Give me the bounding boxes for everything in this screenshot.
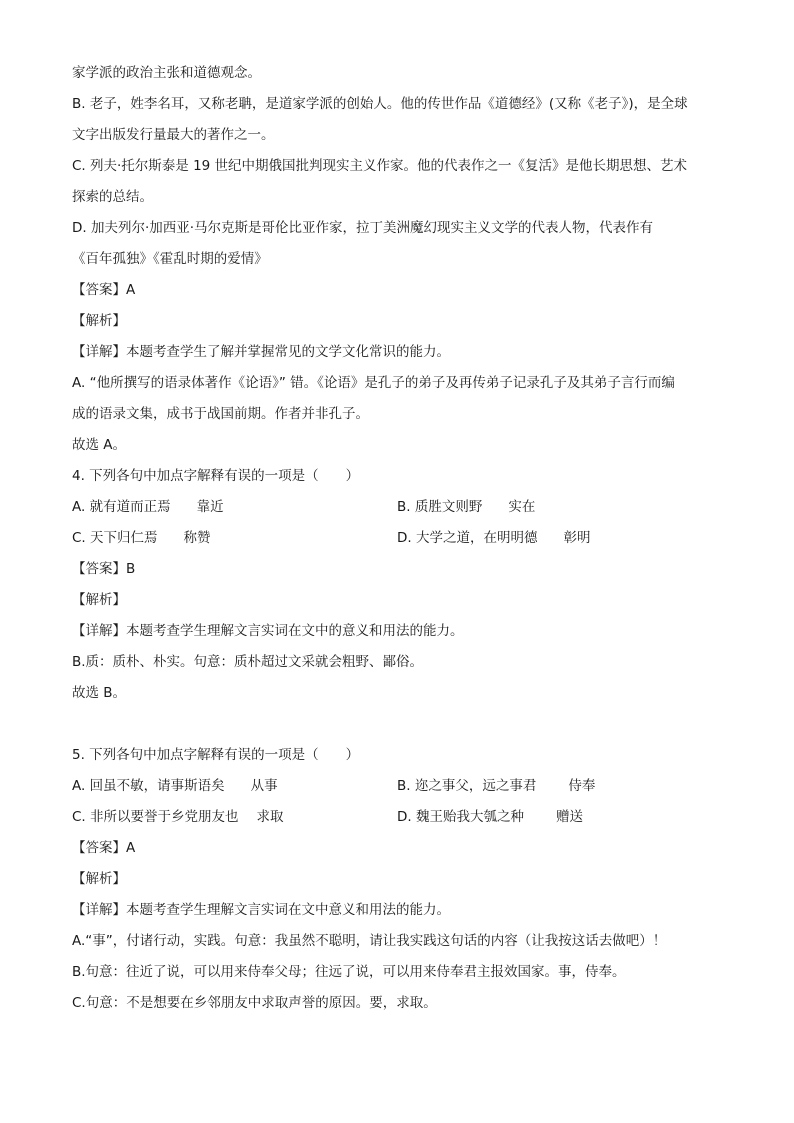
q5-option-a-meaning: 从事 xyxy=(250,778,278,794)
q3-detail-line: 成的语录文集，成书于战国前期。作者并非孔子。 xyxy=(72,406,369,422)
q4-option-a xyxy=(72,496,397,527)
q5-option-a-sentence: A. 回虽不敏，请事斯语矣 xyxy=(72,778,225,794)
q5-detail-line: C.句意：不是想要在乡邻朋友中求取声誉的原因。要，求取。 xyxy=(72,995,437,1011)
q4-option-b xyxy=(397,496,722,527)
q4-option-c-meaning: 称赞 xyxy=(183,530,211,546)
q5-option-c-sentence: C. 非所以要誉于乡党朋友也 xyxy=(72,809,239,825)
q4-stem: 4. 下列各句中加点字解释有误的一项是（ ） xyxy=(72,468,360,484)
q4-option-d-meaning: 彰明 xyxy=(563,530,591,546)
q5-options-row-1 xyxy=(72,775,722,806)
q3-conclusion: 故选 A。 xyxy=(72,437,127,453)
q4-option-b-sentence: B. 质胜文则野 xyxy=(397,499,483,515)
q5-option-b-sentence: B. 迩之事父，远之事君 xyxy=(397,778,537,794)
q3-option-c-line-2: 探索的总结。 xyxy=(72,189,153,205)
section-spacer xyxy=(72,713,722,744)
q4-answer: 【答案】B xyxy=(72,561,136,577)
q4-detail-line: 【详解】本题考查学生理解文言实词在文中的意义和用法的能力。 xyxy=(72,623,464,639)
q4-option-a-sentence: A. 就有道而正焉 xyxy=(72,499,171,515)
q4-option-c xyxy=(72,527,397,558)
q4-option-a-meaning: 靠近 xyxy=(196,499,224,515)
q3-option-d-line-1: D. 加夫列尔·加西亚·马尔克斯是哥伦比亚作家，拉丁美洲魔幻现实主义文学的代表人物，代表作有 xyxy=(72,220,654,236)
q5-answer: 【答案】A xyxy=(72,840,136,856)
q5-option-d-sentence: D. 魏王贻我大瓠之种 xyxy=(397,809,524,825)
q5-option-d xyxy=(397,806,722,837)
q4-detail-line: B.质：质朴、朴实。句意：质朴超过文采就会粗野、鄙俗。 xyxy=(72,654,424,670)
q5-option-d-meaning: 赠送 xyxy=(555,809,583,825)
q3-analysis-label: 【解析】 xyxy=(72,313,126,329)
q5-detail-line: 【详解】本题考查学生理解文言实词在文中意义和用法的能力。 xyxy=(72,902,450,918)
q4-analysis-label: 【解析】 xyxy=(72,592,126,608)
q3-option-b-line-2: 文字出版发行量最大的著作之一。 xyxy=(72,127,275,143)
q5-analysis-label: 【解析】 xyxy=(72,871,126,887)
q3-option-d-line-2: 《百年孤独》《霍乱时期的爱情》 xyxy=(72,251,268,267)
q5-detail-line: A.“事”，付诸行动，实践。句意：我虽然不聪明，请让我实践这句话的内容（让我按这话去做吧）！ xyxy=(72,933,667,949)
q5-detail-line: B.句意：往近了说，可以用来侍奉父母；往远了说，可以用来侍奉君主报效国家。事，侍奉。 xyxy=(72,964,626,980)
q3-detail-line: 【详解】本题考查学生了解并掌握常见的文学文化常识的能力。 xyxy=(72,344,450,360)
q4-conclusion: 故选 B。 xyxy=(72,685,127,701)
q4-options-row-1 xyxy=(72,496,722,527)
q5-option-a xyxy=(72,775,397,806)
q3-detail-line: A. “他所撰写的语录体著作《论语》” 错。《论语》是孔子的弟子及再传弟子记录孔子及其弟子言行而编 xyxy=(72,375,675,391)
q5-stem: 5. 下列各句中加点字解释有误的一项是（ ） xyxy=(72,747,360,763)
q5-option-c-meaning: 求取 xyxy=(256,809,284,825)
q4-option-d-sentence: D. 大学之道，在明明德 xyxy=(397,530,538,546)
q5-option-c xyxy=(72,806,397,837)
q5-options-row-2 xyxy=(72,806,722,837)
q3-answer: 【答案】A xyxy=(72,282,136,298)
q4-option-b-meaning: 实在 xyxy=(508,499,536,515)
q4-options-row-2 xyxy=(72,527,722,558)
document-page xyxy=(72,62,722,1023)
q5-option-b-meaning: 侍奉 xyxy=(568,778,596,794)
q3-option-c-line-1: C. 列夫·托尔斯泰是 19 世纪中期俄国批判现实主义作家。他的代表作之一《复活》是他长期思想、艺术 xyxy=(72,158,688,174)
q5-option-b xyxy=(397,775,722,806)
q3-option-b-line-1: B. 老子，姓李名耳，又称老聃，是道家学派的创始人。他的传世作品《道德经》(又称《老子》)，是全球 xyxy=(72,96,688,112)
q4-option-c-sentence: C. 天下归仁焉 xyxy=(72,530,158,546)
q3-text-line: 家学派的政治主张和道德观念。 xyxy=(72,65,261,81)
q4-option-d xyxy=(397,527,722,558)
